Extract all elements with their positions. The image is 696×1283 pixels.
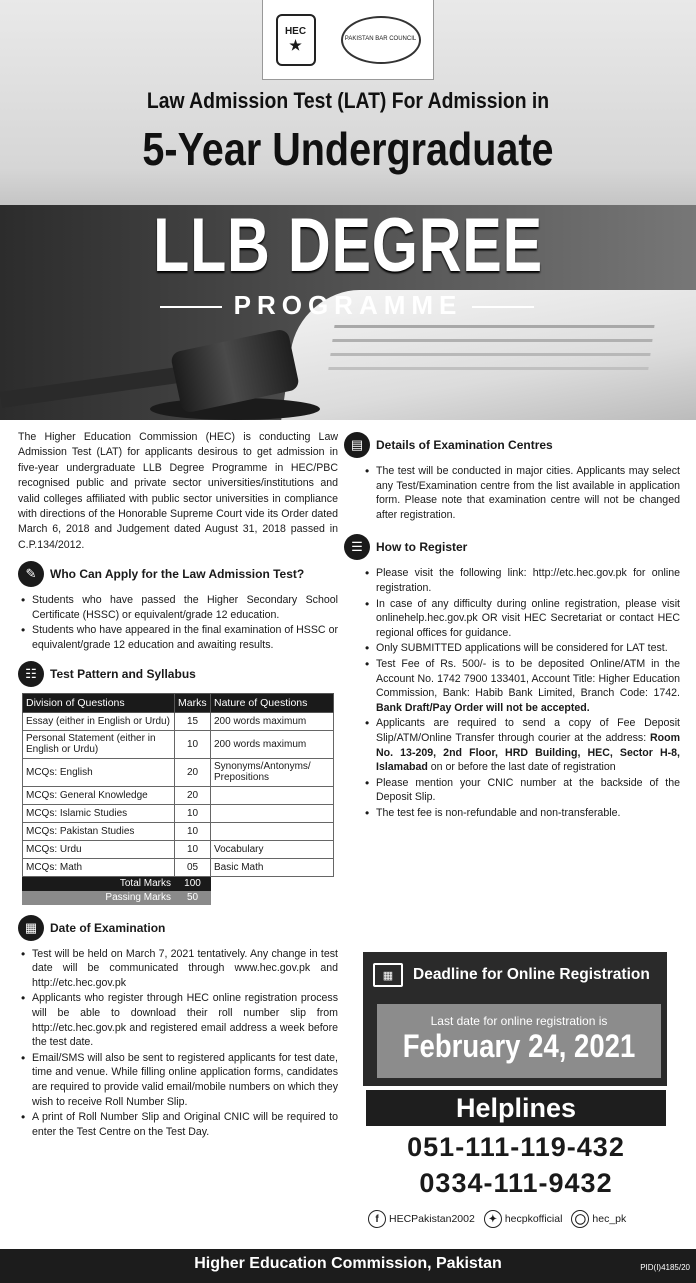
table-row: MCQs: English 20 Synonyms/Antonyms/ Prepositions xyxy=(23,758,334,786)
open-book-icon: ☷ xyxy=(18,661,44,687)
deadline-date-panel xyxy=(377,1004,661,1078)
pakistan-bar-council-logo: PAKISTAN BAR COUNCIL xyxy=(341,16,421,64)
footer-pid: PID(I)4185/20 xyxy=(640,1263,690,1272)
footer-organization: Higher Education Commission, Pakistan xyxy=(194,1255,502,1272)
list-item: • Please visit the following link: http://etc.hec.gov.pk for online registration. xyxy=(376,566,680,595)
col-header-division: Division of Questions xyxy=(23,693,175,712)
footer xyxy=(0,1249,696,1283)
table-row: MCQs: General Knowledge 20 xyxy=(23,786,334,804)
hero-subtitle: Law Admission Test (LAT) For Admission in xyxy=(146,88,550,113)
list-item: • A print of Roll Number Slip and Original CNIC will be required to enter the Test Centre on the Test Day. xyxy=(32,1110,338,1139)
table-header-row xyxy=(23,693,334,712)
who-can-apply-heading: ✎ Who Can Apply for the Law Admission Test? xyxy=(18,561,338,587)
instagram-link[interactable]: ◯ hec_pk xyxy=(571,1210,626,1228)
list-item: • Students who have appeared in the final examination of HSSC or equivalent/grade 12 education and awaiting results. xyxy=(32,623,338,652)
clipboard-pen-icon: ✎ xyxy=(18,561,44,587)
total-marks-row: Total Marks 100 xyxy=(23,876,334,890)
hero-rule-right xyxy=(472,306,534,308)
table-row: MCQs: Islamic Studies 10 xyxy=(23,804,334,822)
document-icon: ▤ xyxy=(344,432,370,458)
how-to-register-list xyxy=(344,566,680,820)
list-item: • Test Fee of Rs. 500/- is to be deposited Online/ATM in the Account No. 1742 7900 133401, Account Title: Higher Education Commission, Bank: Habib Bank Limited, Branch Code: 1742. Bank Draft/Pay Order will not be accepted. xyxy=(376,657,680,715)
list-item: • The test fee is non-refundable and non-transferable. xyxy=(376,806,680,821)
list-item: • Test will be held on March 7, 2021 tentatively. Any change in test date will be communicated through www.hec.gov.pk and http://etc.hec.gov.pk xyxy=(32,947,338,991)
hero-programme-label: PROGRAMME xyxy=(233,290,463,320)
instagram-icon: ◯ xyxy=(571,1210,589,1228)
logo-box xyxy=(262,0,434,80)
deadline-header xyxy=(363,952,667,998)
list-item: • Only SUBMITTED applications will be considered for LAT test. xyxy=(376,641,680,656)
test-pattern-heading: ☷ Test Pattern and Syllabus xyxy=(18,661,338,687)
who-can-apply-list xyxy=(18,593,338,652)
facebook-icon: f xyxy=(368,1210,386,1228)
list-item: • Students who have passed the Higher Secondary School Certificate (HSSC) or equivalent/grade 12 education. xyxy=(32,593,338,622)
social-links xyxy=(368,1208,668,1230)
table-row: Essay (either in English or Urdu) 15 200 words maximum xyxy=(23,712,334,730)
monitor-calendar-icon: ▦ xyxy=(373,963,403,987)
col-header-nature: Nature of Questions xyxy=(211,693,334,712)
hero-banner xyxy=(0,0,696,420)
calendar-icon: ▦ xyxy=(18,915,44,941)
list-item: • Applicants are required to send a copy of Fee Deposit Slip/ATM/Online Transfer through courier at the address: Room No. 13-209, 2nd Floor, HRD Building, HEC, Sector H-8, Islamabad on or before the last date of registration xyxy=(376,716,680,774)
deadline-title: Deadline for Online Registration xyxy=(413,966,650,983)
left-column xyxy=(18,430,338,1140)
deadline-subtitle: Last date for online registration is xyxy=(430,1014,608,1028)
table-row: MCQs: Math 05 Basic Math xyxy=(23,858,334,876)
syllabus-table xyxy=(22,693,334,905)
list-item: • Applicants who register through HEC online registration process will be able to download their roll number slip from http://etc.hec.gov.pk and registered email address a week before the test date. xyxy=(32,991,338,1049)
table-row: MCQs: Pakistan Studies 10 xyxy=(23,822,334,840)
list-item: • Please mention your CNIC number at the backside of the Deposit Slip. xyxy=(376,776,680,805)
how-to-register-heading: ☰ How to Register xyxy=(344,534,680,560)
list-item: • The test will be conducted in major cities. Applicants may select any Test/Examination centre from the list available in application form. Please note that examination centre will not be changed after registration. xyxy=(376,464,680,522)
list-item: • Email/SMS will also be sent to registered applicants for test date, time and venue. While filling online application forms, candidates are required to provide valid email/mobile numbers on which they wish to receive Roll Number Slip. xyxy=(32,1051,338,1109)
table-row: MCQs: Urdu 10 Vocabulary xyxy=(23,840,334,858)
passing-marks-row: Passing Marks 50 xyxy=(23,890,334,904)
deadline-box xyxy=(363,952,667,1086)
helpline-number-2: 0334-111-9432 xyxy=(419,1168,613,1198)
helplines-title: Helplines xyxy=(366,1090,666,1126)
hero-degree-title: LLB DEGREE xyxy=(153,203,543,288)
twitter-link[interactable]: ✦ hecpkofficial xyxy=(484,1210,563,1228)
helpline-number-1: 051-111-119-432 xyxy=(407,1132,625,1162)
list-item: • In case of any difficulty during online registration, please visit onlinehelp.hec.gov.pk OR visit HEC Secretariat or contact HEC regional offices for guidance. xyxy=(376,597,680,641)
date-of-examination-heading: ▦ Date of Examination xyxy=(18,915,338,941)
right-column xyxy=(344,430,680,821)
col-header-marks: Marks xyxy=(175,693,211,712)
table-row: Personal Statement (either in English or Urdu) 10 200 words maximum xyxy=(23,730,334,758)
intro-paragraph: The Higher Education Commission (HEC) is conducting Law Admission Test (LAT) for applicants desirous to get admission in five-year undergraduate LLB Degree Programme in HEC/PBC recognised public and private sector universities/institutions and valid colleges affiliated with public sector universities in compliance with directions of the Honorable Supreme Court vide its Order dated March 6, 2018 and Judgement dated August 31, 2018 passed in C.P.134/2012. xyxy=(18,431,338,551)
examination-centres-list xyxy=(344,464,680,522)
hec-logo: HEC ★ xyxy=(276,14,316,66)
facebook-link[interactable]: f HECPakistan2002 xyxy=(368,1210,475,1228)
date-of-examination-list xyxy=(18,947,338,1140)
deadline-date: February 24, 2021 xyxy=(402,1028,636,1064)
examination-centres-heading: ▤ Details of Examination Centres xyxy=(344,432,680,458)
form-icon: ☰ xyxy=(344,534,370,560)
hero-title: 5-Year Undergraduate xyxy=(142,123,554,175)
twitter-icon: ✦ xyxy=(484,1210,502,1228)
